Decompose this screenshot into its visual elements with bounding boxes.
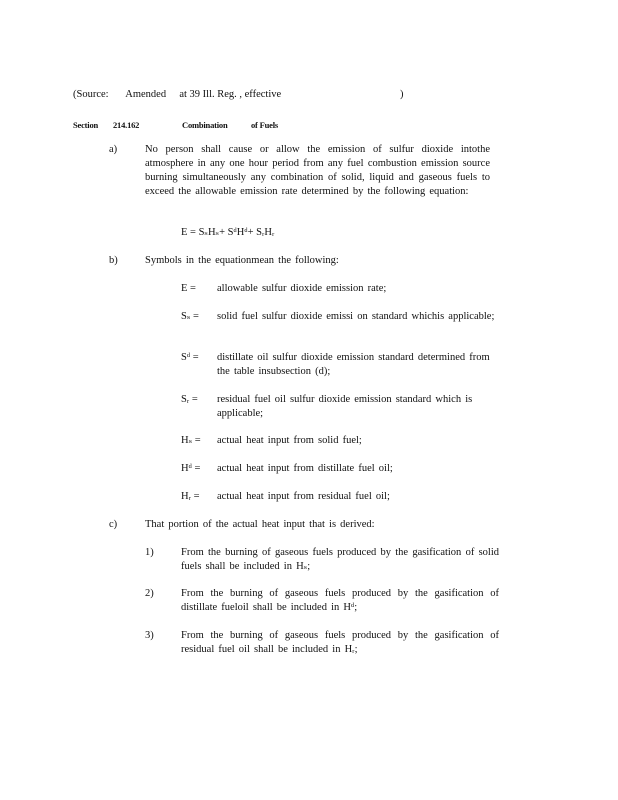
- section-title-1: Combination: [182, 120, 228, 130]
- subsection-a-text: No person shall cause or allow the emission of sulfur dioxide intothe atmosphere in any one hour period from any fuel combustion emission source burning simultaneously any combination of solid, liquid and gaseous fuels to exceed the allowable emission rate determined by the following equation:: [145, 144, 490, 197]
- subsection-b-label: b): [109, 255, 118, 266]
- section-word: Section: [73, 120, 99, 130]
- def-text-hr: actual heat input from residual fuel oil;: [217, 491, 390, 502]
- def-text-sd: distillate oil sulfur dioxide emission standard determined from the table insubsection (d);: [217, 352, 490, 377]
- item-2-number: 2): [145, 588, 154, 599]
- def-symbol-e: E =: [181, 283, 196, 294]
- item-1-text: From the burning of gaseous fuels produced by the gasification of solid fuels shall be included in Hₛ;: [181, 547, 499, 572]
- source-register: at 39 Ill. Reg. , effective: [179, 89, 282, 100]
- equation: E = SₛHₛ+ SᵈHᵈ+ SᵣHᵣ: [181, 227, 275, 238]
- source-open: (Source:: [73, 89, 109, 100]
- def-symbol-sd: Sᵈ =: [181, 352, 199, 363]
- item-1-number: 1): [145, 547, 154, 558]
- def-symbol-sr: Sᵣ =: [181, 394, 198, 405]
- source-close: ): [400, 89, 404, 100]
- subsection-b-text: Symbols in the equationmean the following:: [145, 255, 339, 266]
- def-symbol-hs: Hₛ =: [181, 435, 201, 446]
- item-2-text: From the burning of gaseous fuels produced by the gasification of distillate fueloil shall be included in Hᵈ;: [181, 588, 499, 613]
- item-3-text: From the burning of gaseous fuels produced by the gasification of residual fuel oil shall be included in Hᵣ;: [181, 630, 499, 655]
- subsection-c-label: c): [109, 519, 118, 530]
- def-text-e: allowable sulfur dioxide emission rate;: [217, 283, 387, 294]
- def-symbol-hr: Hᵣ =: [181, 491, 200, 502]
- subsection-a-label: a): [109, 144, 118, 155]
- def-symbol-ss: Sₛ =: [181, 311, 199, 322]
- def-symbol-hd: Hᵈ =: [181, 463, 201, 474]
- def-text-ss: solid fuel sulfur dioxide emissi on standard whichis applicable;: [217, 311, 495, 322]
- section-title-2: of Fuels: [251, 120, 278, 130]
- section-number: 214.162: [113, 120, 140, 130]
- subsection-c-text: That portion of the actual heat input that is derived:: [145, 519, 375, 530]
- def-text-sr: residual fuel oil sulfur dioxide emission standard which is applicable;: [217, 394, 473, 419]
- source-amended: Amended: [125, 89, 167, 100]
- item-3-number: 3): [145, 630, 154, 641]
- def-text-hs: actual heat input from solid fuel;: [217, 435, 362, 446]
- source-note: [73, 88, 281, 102]
- def-text-hd: actual heat input from distillate fuel oil;: [217, 463, 393, 474]
